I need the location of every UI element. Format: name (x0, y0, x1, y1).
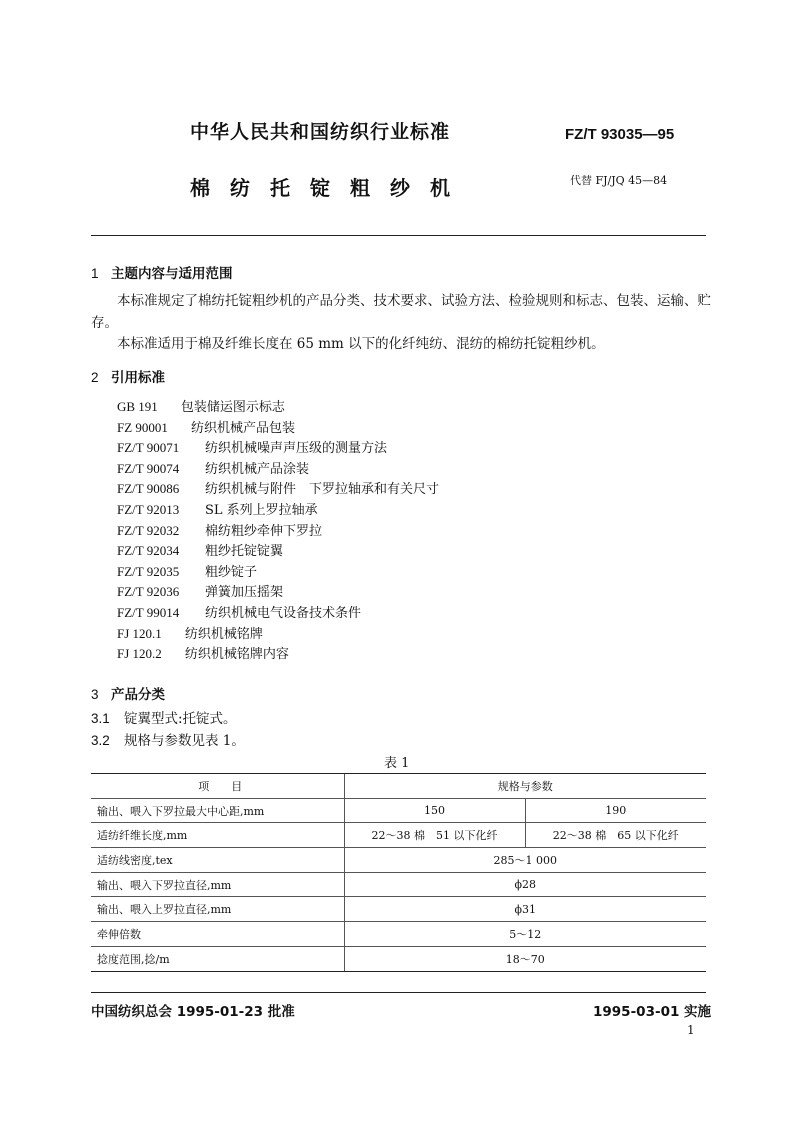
reference-code: FZ/T 92032 (117, 522, 180, 538)
row-label: 输出、喂入下罗拉直径,mm (91, 872, 344, 897)
section-1-heading: 1 主题内容与适用范围 (91, 266, 233, 282)
row-label: 捻度范围,捻/m (91, 946, 344, 971)
table-row (91, 848, 706, 873)
reference-name: 棉纺粗纱牵伸下罗拉 (205, 523, 323, 539)
reference-code: GB 191 (117, 399, 158, 414)
row-value: 22～38 棉 65 以下化纤 (525, 823, 706, 848)
reference-name: 纺织机械与附件 下罗拉轴承和有关尺寸 (205, 482, 440, 498)
row-label: 适纺纤维长度,mm (91, 823, 344, 848)
reference-item (117, 603, 439, 624)
table-row (91, 798, 706, 823)
reference-item (117, 644, 439, 665)
reference-name: 纺织机械铭牌内容 (184, 647, 289, 663)
section-1-para-2: 本标准适用于棉及纤维长度在 65 mm 以下的化纤纯纺、混纺的棉纺托锭粗纱机。 (117, 336, 605, 352)
header-divider (91, 235, 706, 236)
reference-item (117, 541, 439, 562)
table-header-row (91, 774, 706, 799)
clause-text: 锭翼型式:托锭式。 (124, 711, 237, 727)
reference-item (117, 418, 439, 439)
clause-text: 规格与参数见表 1。 (124, 733, 245, 749)
row-value: ϕ31 (344, 897, 706, 922)
table-caption: 表 1 (384, 756, 410, 771)
standard-code: FZ/T 93035—95 (565, 126, 675, 143)
reference-code: FZ/T 92036 (117, 584, 180, 600)
section-1-para-1-line-2: 存。 (91, 315, 118, 331)
page-number: 1 (687, 1023, 695, 1037)
clause-3-1 (91, 707, 237, 731)
reference-code: FZ 90001 (117, 419, 168, 435)
clause-3-2 (91, 729, 245, 753)
reference-name: 粗纱锭子 (205, 564, 258, 580)
reference-name: 纺织机械产品包装 (190, 420, 295, 436)
table-row (91, 823, 706, 848)
reference-code: FZ/T 90086 (117, 481, 180, 497)
reference-name: 纺织机械噪声声压级的测量方法 (205, 441, 388, 457)
footer-divider (91, 992, 706, 993)
reference-list (117, 397, 439, 665)
replaces-note: 代替 FJ/JQ 45—84 (570, 174, 668, 187)
row-value: 18～70 (344, 946, 706, 971)
reference-code: FJ 120.2 (117, 646, 162, 662)
row-value: ϕ28 (344, 872, 706, 897)
reference-item (117, 459, 439, 480)
reference-item (117, 562, 439, 583)
reference-code: FJ 120.1 (117, 625, 162, 641)
approval-line: 中国纺织总会 1995-01-23 批准 (91, 1004, 295, 1020)
reference-item (117, 624, 439, 645)
section-2-title: 引用标准 (111, 370, 165, 386)
section-1-title: 主题内容与适用范围 (111, 266, 233, 282)
spec-table (91, 773, 706, 972)
row-value: 285～1 000 (344, 848, 706, 873)
reference-item (117, 479, 439, 500)
row-label: 输出、喂入下罗拉最大中心距,mm (91, 798, 344, 823)
row-value: 190 (525, 798, 706, 823)
reference-item (117, 500, 439, 521)
reference-code: FZ/T 99014 (117, 604, 180, 620)
clause-number: 3.2 (91, 733, 110, 748)
reference-code: FZ/T 90071 (117, 440, 180, 456)
row-value: 22～38 棉 51 以下化纤 (344, 823, 525, 848)
section-3-title: 产品分类 (111, 687, 165, 703)
reference-item (117, 438, 439, 459)
clause-number: 3.1 (91, 711, 110, 726)
section-1-para-1-line-1: 本标准规定了棉纺托锭粗纱机的产品分类、技术要求、试验方法、检验规则和标志、包装、运输、贮 (117, 293, 711, 309)
reference-item (117, 582, 439, 603)
reference-code: FZ/T 92034 (117, 543, 180, 559)
row-label: 牵伸倍数 (91, 922, 344, 947)
reference-item (117, 397, 439, 418)
reference-name: 纺织机械电气设备技术条件 (205, 605, 362, 621)
reference-code: FZ/T 90074 (117, 460, 180, 476)
reference-name: 纺织机械产品涂装 (205, 461, 310, 477)
table-row (91, 897, 706, 922)
table-row (91, 946, 706, 971)
table-row (91, 872, 706, 897)
document-title: 棉纺托锭粗纱机 (190, 176, 470, 200)
table-row (91, 922, 706, 947)
reference-name: 纺织机械铭牌 (184, 626, 263, 642)
reference-code: FZ/T 92013 (117, 501, 180, 517)
section-2-heading: 2 引用标准 (91, 370, 165, 386)
reference-name: 包装储运图示标志 (180, 400, 285, 415)
row-value: 5～12 (344, 922, 706, 947)
reference-name: 弹簧加压摇架 (205, 585, 284, 601)
reference-name: 粗纱托锭锭翼 (205, 544, 284, 560)
effective-date: 1995-03-01 实施 (593, 1004, 712, 1020)
standard-category: 中华人民共和国纺织行业标准 (190, 121, 451, 143)
row-label: 适纺线密度,tex (91, 848, 344, 873)
section-3-heading: 3 产品分类 (91, 687, 165, 703)
reference-name: SL 系列上罗拉轴承 (205, 502, 318, 518)
row-value: 150 (344, 798, 525, 823)
row-label: 输出、喂入上罗拉直径,mm (91, 897, 344, 922)
header-spec: 规格与参数 (344, 774, 706, 799)
header-item: 项 目 (91, 774, 344, 799)
reference-code: FZ/T 92035 (117, 563, 180, 579)
reference-item (117, 521, 439, 542)
